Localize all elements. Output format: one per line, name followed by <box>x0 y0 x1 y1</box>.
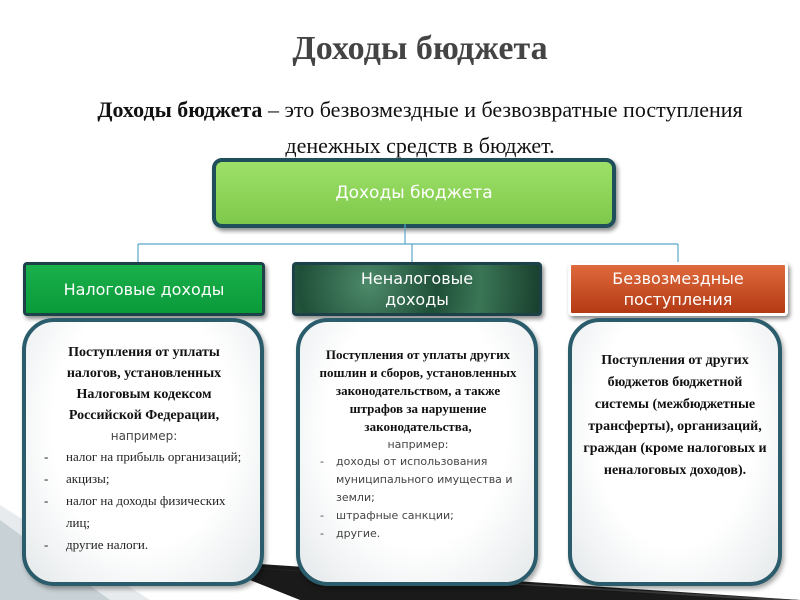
page-title: Доходы бюджета <box>292 30 548 67</box>
detail-tax-list <box>42 446 246 556</box>
list-item: - доходы от использования муниципального имущества и земли; <box>314 453 522 507</box>
definition-rest: – это безвозмездные и безвозвратные поступления денежных средств в бюджет. <box>262 97 743 158</box>
detail-nontax-income <box>296 318 538 586</box>
category-tax-label: Налоговые доходы <box>63 279 225 299</box>
detail-gratuitous-receipts <box>568 318 782 586</box>
category-nontax-income <box>292 262 542 316</box>
list-item: - штрафные санкции; <box>314 507 522 525</box>
detail-nontax-text: Поступления от уплаты других пошлин и сборов, установленных законодательством, а также штрафов за нарушение законодательства, <box>319 347 517 434</box>
detail-gratuitous-text: Поступления от других бюджетов бюджетной системы (межбюджетные трансферты), организаций, граждан (кроме налоговых и неналоговых доходов). <box>583 353 767 478</box>
detail-tax-income <box>22 318 264 586</box>
category-gratuitous-receipts <box>568 262 788 316</box>
detail-nontax-list <box>314 453 522 543</box>
category-nontax-label: Неналоговые доходы <box>360 269 474 309</box>
category-gratuitous-label: Безвозмездные поступления <box>612 269 744 309</box>
root-label: Доходы бюджета <box>335 183 493 203</box>
detail-tax-text: Поступления от уплаты налогов, установленных Налоговым кодексом Российской Федерации, <box>66 345 222 423</box>
list-item: - другие налоги. <box>42 534 246 556</box>
detail-nontax-example-label: например: <box>387 438 449 451</box>
list-item: - налог на доходы физических лиц; <box>42 490 246 534</box>
category-tax-income <box>23 262 265 316</box>
list-item: - другие. <box>314 525 522 543</box>
list-item: - акцизы; <box>42 468 246 490</box>
detail-tax-example-label: например: <box>110 429 178 443</box>
definition-term: Доходы бюджета <box>97 97 263 122</box>
list-item: - налог на прибыль организаций; <box>42 446 246 468</box>
